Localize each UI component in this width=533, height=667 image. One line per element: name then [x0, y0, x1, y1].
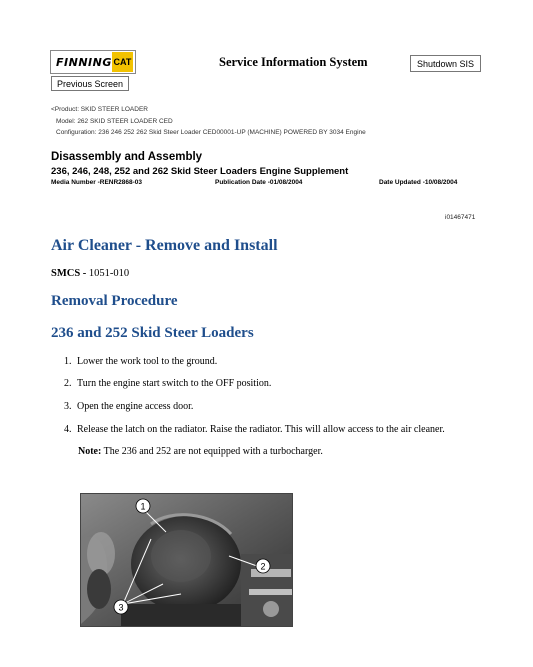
- finning-logo-text: FINNING: [56, 55, 112, 69]
- page-heading: Air Cleaner - Remove and Install: [51, 237, 278, 254]
- callout-3: [114, 600, 128, 614]
- section-heading: 236 and 252 Skid Steer Loaders: [51, 325, 254, 341]
- air-cleaner-photo: [80, 493, 293, 627]
- callout-1: [136, 499, 150, 513]
- step-item: [64, 378, 271, 389]
- document-title: Disassembly and Assembly: [51, 151, 203, 163]
- system-title: Service Information System: [219, 55, 368, 69]
- step-text: Lower the work tool to the ground.: [77, 356, 218, 367]
- step-number: 2.: [64, 378, 72, 389]
- step-item: [64, 401, 193, 412]
- media-number: Media Number -RENR2868-03: [51, 179, 143, 186]
- previous-screen-button[interactable]: Previous Screen: [51, 76, 129, 91]
- product-info: <Product: SKID STEER LOADER: [51, 106, 148, 113]
- shutdown-sis-button[interactable]: Shutdown SIS: [410, 55, 481, 72]
- callout-2: [256, 559, 270, 573]
- step-item: [64, 424, 445, 435]
- finning-cat-logo: [50, 50, 136, 74]
- note-label: Note:: [78, 446, 102, 457]
- publication-date: Publication Date -01/08/2004: [215, 179, 303, 186]
- removal-procedure-heading: Removal Procedure: [51, 293, 178, 309]
- model-info: Model: 262 SKID STEER LOADER CED: [56, 118, 173, 125]
- callout-3-label: 3: [118, 602, 124, 613]
- date-updated: Date Updated -10/08/2004: [379, 179, 458, 186]
- note: [78, 446, 323, 457]
- document-subtitle: 236, 246, 248, 252 and 262 Skid Steer Loaders Engine Supplement: [51, 166, 349, 177]
- callout-2-label: 2: [260, 561, 266, 572]
- step-text: Open the engine access door.: [77, 401, 194, 412]
- air-cleaner-illustration: [81, 494, 293, 627]
- step-item: [64, 356, 217, 367]
- step-text: Turn the engine start switch to the OFF position.: [77, 378, 272, 389]
- cat-logo-badge: CAT: [112, 52, 133, 72]
- smcs-label: SMCS -: [51, 268, 87, 279]
- smcs-value: 1051-010: [86, 268, 130, 279]
- smcs-code: [51, 268, 129, 279]
- configuration-info: Configuration: 236 246 252 262 Skid Steer Loader CED00001-UP (MACHINE) POWERED BY 3034 Engine: [56, 129, 366, 136]
- note-text: The 236 and 252 are not equipped with a turbocharger.: [101, 446, 323, 457]
- step-number: 3.: [64, 401, 72, 412]
- callout-1-label: 1: [140, 501, 146, 512]
- step-number: 1.: [64, 356, 72, 367]
- step-number: 4.: [64, 424, 72, 435]
- document-id: i01467471: [445, 214, 476, 221]
- step-text: Release the latch on the radiator. Raise the radiator. This will allow access to the air cleaner.: [77, 424, 445, 435]
